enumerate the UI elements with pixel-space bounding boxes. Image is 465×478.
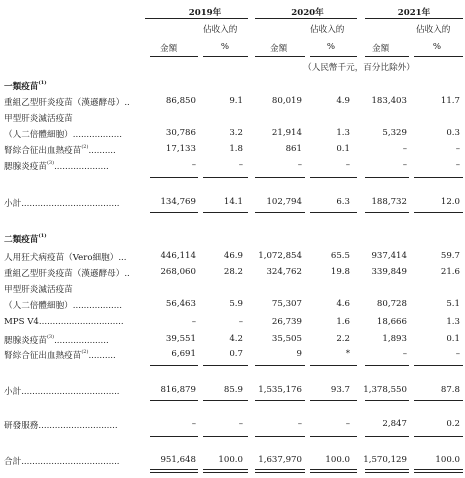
amount-label-2020: 金額 [270, 44, 288, 54]
rule [310, 212, 357, 213]
year-2021-underline [365, 18, 463, 19]
rule [365, 365, 409, 366]
double-rule [255, 469, 305, 473]
rule [255, 56, 305, 57]
s2-row7-label: 腎綜合征出血熱疫苗$^{(2)}$.......... [4, 349, 116, 361]
section2-title: 二類疫苗$^{(1)}$ [4, 233, 47, 245]
rule [414, 400, 463, 401]
rule [310, 177, 357, 178]
rule [255, 436, 305, 437]
s1-row2-label: 甲型肝炎滅活疫苗 [4, 114, 73, 124]
rule [150, 436, 198, 437]
year-2019-underline [145, 18, 248, 19]
rule [414, 177, 463, 178]
total-label: 合計.................................... [4, 457, 120, 467]
amount-label-2021: 金額 [372, 44, 390, 54]
rule [203, 436, 248, 437]
rule [255, 365, 305, 366]
rule [203, 212, 248, 213]
s2-row5-label: MPS V4............................... [4, 317, 124, 327]
unit-note: （人民幣千元，百分比除外） [303, 63, 415, 73]
services-label: 研發服務............................. [4, 421, 118, 431]
year-2020-header: 2020年 [291, 8, 324, 18]
rule [150, 212, 198, 213]
rule [203, 365, 248, 366]
s1-row5-label: 腮腺炎疫苗$^{(3)}$.................... [4, 160, 109, 172]
share-label-2020: 佔收入的 [310, 25, 345, 35]
amount-label-2019: 金額 [160, 44, 178, 54]
rule [310, 436, 357, 437]
year-2020-underline [255, 18, 357, 19]
double-rule [203, 469, 248, 473]
s2-row4-label: （人二倍體細胞）.................. [4, 301, 122, 311]
rule [203, 56, 248, 57]
rule [310, 400, 357, 401]
s1-row1-label: 重組乙型肝炎疫苗（漢遜酵母）.. [4, 98, 130, 108]
rule [414, 436, 463, 437]
rule [150, 56, 198, 57]
rule [310, 365, 357, 366]
rule [365, 400, 409, 401]
pct-label-2021: % [432, 42, 442, 52]
rule [365, 177, 409, 178]
pct-label-2019: % [220, 42, 230, 52]
rule [365, 56, 409, 57]
rule [414, 56, 463, 57]
section1-title: 一類疫苗$^{(1)}$ [4, 80, 47, 92]
s2-row2-label: 重組乙型肝炎疫苗（漢遜酵母）.. [4, 269, 130, 279]
double-rule [414, 469, 463, 473]
s2-subtotal-label: 小計.................................... [4, 387, 120, 397]
pct-label-2020: % [326, 42, 336, 52]
s2-row1-label: 人用狂犬病疫苗（Vero細胞）... [4, 253, 127, 263]
double-rule [365, 469, 409, 473]
rule [255, 400, 305, 401]
rule [150, 177, 198, 178]
rule [150, 365, 198, 366]
year-2021-header: 2021年 [397, 8, 431, 18]
double-rule [310, 469, 357, 473]
share-label-2021: 佔收入的 [416, 25, 451, 35]
rule [255, 212, 305, 213]
s2-row6-label: 腮腺炎疫苗$^{(3)}$.................... [4, 334, 109, 346]
s2-row3-label: 甲型肝炎滅活疫苗 [4, 285, 73, 295]
double-rule [150, 469, 198, 473]
rule [365, 436, 409, 437]
rule [414, 365, 463, 366]
rule [203, 400, 248, 401]
rule [365, 212, 409, 213]
rule [255, 177, 305, 178]
rule [150, 400, 198, 401]
year-2019-header: 2019年 [188, 8, 222, 18]
s1-row4-label: 腎綜合征出血熱疫苗$^{(2)}$.......... [4, 144, 116, 156]
s1-subtotal-label: 小計.................................... [4, 199, 120, 209]
share-label-2019: 佔收入的 [203, 25, 238, 35]
rule [310, 56, 357, 57]
s1-row3-label: （人二倍體細胞）.................. [4, 130, 122, 140]
rule [203, 177, 248, 178]
rule [414, 212, 463, 213]
